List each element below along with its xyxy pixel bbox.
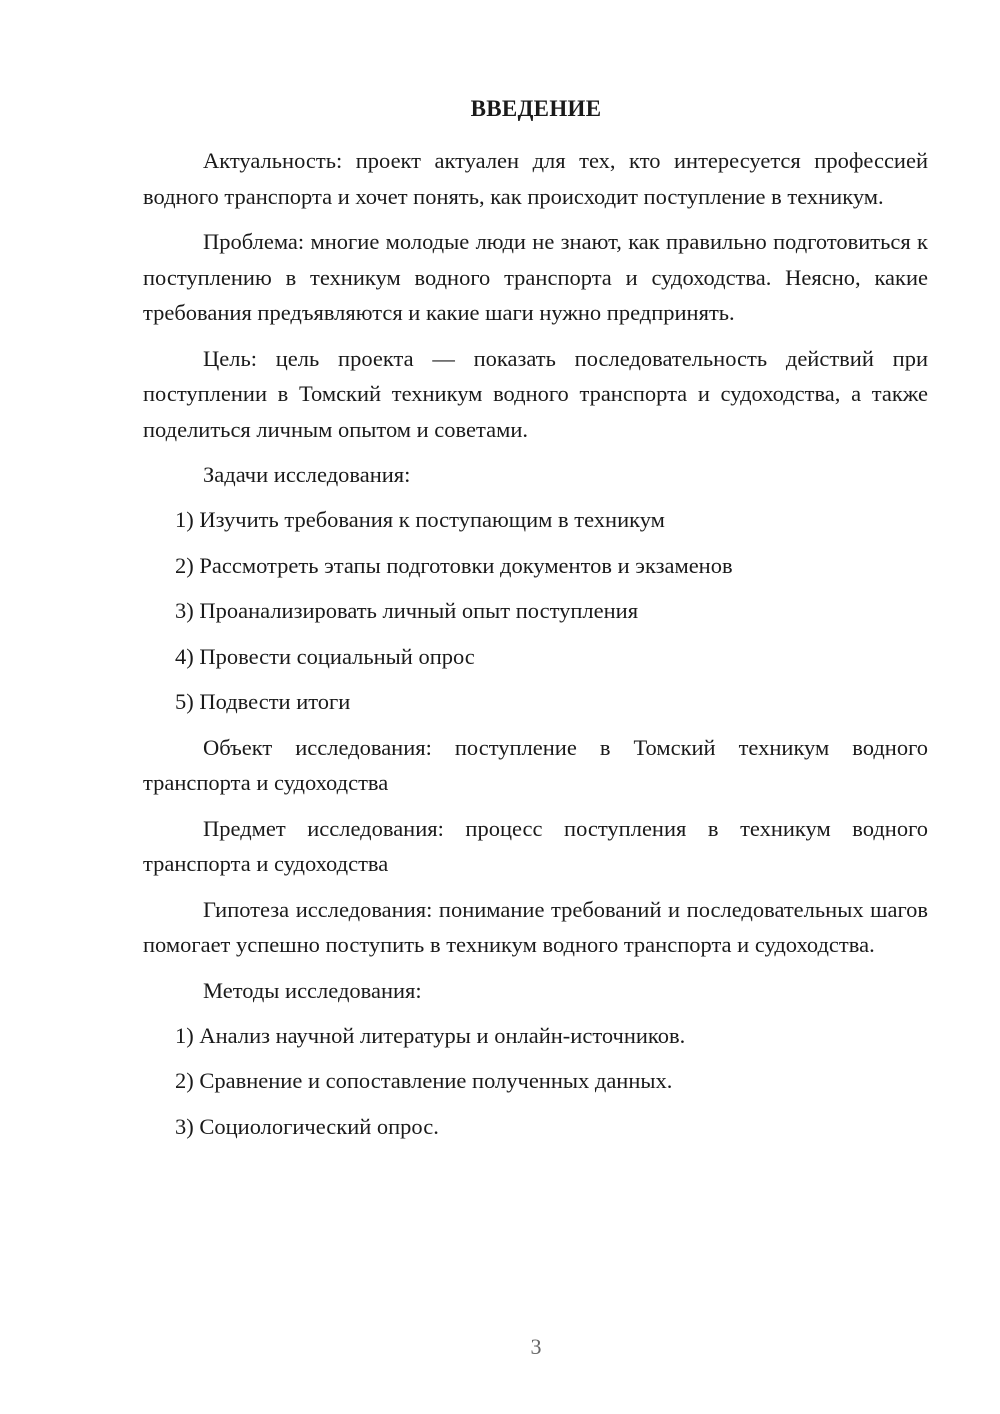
list-item: 1) Анализ научной литературы и онлайн-источников. xyxy=(175,1022,686,1048)
tasks-label: Задачи исследования: xyxy=(203,462,411,487)
list-item: 1) Изучить требования к поступающим в техникум xyxy=(175,507,665,532)
hypothesis-paragraph: Гипотеза исследования: понимание требований и последовательных шагов помогает успешно поступить в техникум водного транспорта и судоходства. xyxy=(143,896,928,957)
list-item: 3) Социологический опрос. xyxy=(175,1113,439,1139)
relevance-paragraph: Актуальность: проект актуален для тех, кто интересуется профессией водного транспорта и хочет понять, как происходит поступление в техникум. xyxy=(143,148,928,209)
object-paragraph: Объект исследования: поступление в Томский техникум водного транспорта и судоходства xyxy=(143,734,928,795)
list-item: 3) Проанализировать личный опыт поступления xyxy=(175,598,639,623)
methods-label: Методы исследования: xyxy=(203,977,422,1003)
goal-paragraph: Цель: цель проекта — показать последовательность действий при поступлении в Томский техникум водного транспорта и судоходства, а также поделиться личным опытом и советами. xyxy=(143,345,928,442)
page-body xyxy=(143,143,928,1154)
page-title: ВВЕДЕНИЕ xyxy=(470,96,602,121)
list-item: 4) Провести социальный опрос xyxy=(175,643,475,669)
subject-paragraph: Предмет исследования: процесс поступления в техникум водного транспорта и судоходства xyxy=(143,815,928,876)
problem-paragraph: Проблема: многие молодые люди не знают, как правильно подготовиться к поступлению в техникум водного транспорта и судоходства. Неясно, какие требования предъявляются и какие шаги нужно предпринять. xyxy=(143,229,928,325)
methods-list xyxy=(143,1018,928,1155)
list-item: 2) Сравнение и сопоставление полученных данных. xyxy=(175,1068,673,1093)
list-item: 5) Подвести итоги xyxy=(175,689,351,714)
page-number: 3 xyxy=(530,1334,542,1359)
list-item: 2) Рассмотреть этапы подготовки документов и экзаменов xyxy=(175,552,733,578)
tasks-list xyxy=(143,502,928,730)
